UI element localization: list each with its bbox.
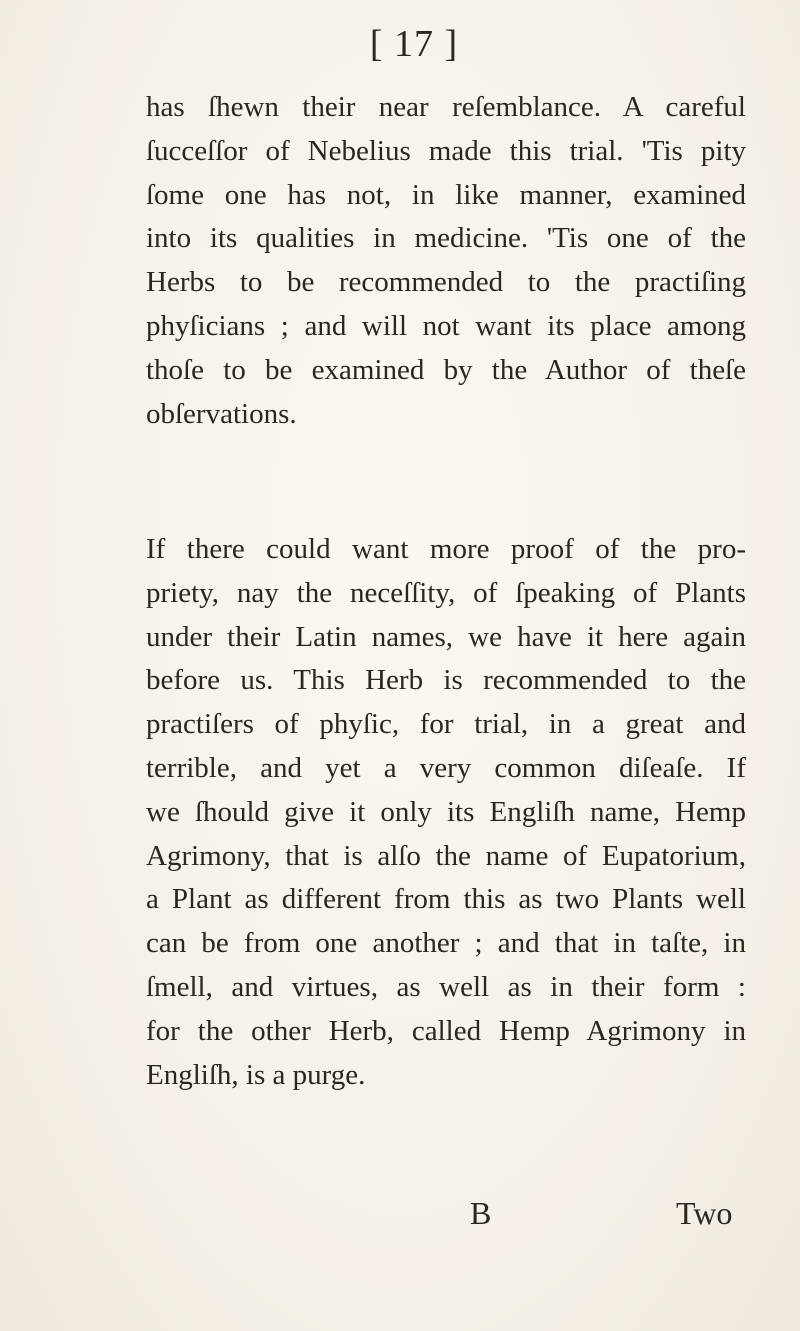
text-line: practiſers of phyſic, for trial, in a great and [146, 708, 746, 741]
text-line: ſome one has not, in like manner, examined [146, 178, 746, 211]
text-line: Agrimony, that is alſo the name of Eupatorium, [146, 839, 746, 872]
page-number: [ 17 ] [369, 23, 459, 65]
text-line: Herbs to be recommended to the practiſing [146, 266, 746, 299]
page-footer [0, 1195, 800, 1245]
text-line: we ſhould give it only its Engliſh name, Hemp [146, 795, 746, 828]
text-line: into its qualities in medicine. 'Tis one of the [146, 222, 746, 255]
text-line: ſucceſſor of Nebelius made this trial. 'Tis pity [146, 134, 746, 167]
text-line: for the other Herb, called Hemp Agrimony in [146, 1014, 746, 1047]
paragraph-2 [146, 528, 746, 1097]
text-line: If there could want more proof of the pro- [146, 533, 746, 565]
text-line: obſervations. [146, 397, 297, 430]
text-line: priety, nay the neceſſity, of ſpeaking of Plants [146, 576, 746, 609]
text-line: under their Latin names, we have it here again [146, 620, 746, 653]
text-line: a Plant as different from this as two Plants well [146, 883, 746, 916]
catchword: Two [676, 1195, 733, 1231]
text-line: before us. This Herb is recommended to the [146, 664, 746, 697]
text-line: terrible, and yet a very common diſeaſe. If [146, 751, 746, 784]
text-line: thoſe to be examined by the Author of theſe [146, 353, 746, 386]
signature-mark: B [470, 1195, 492, 1231]
text-line: Engliſh, is a purge. [146, 1058, 366, 1091]
text-line: has ſhewn their near reſemblance. A careful [146, 91, 746, 123]
text-line: phyſicians ; and will not want its place among [146, 309, 746, 342]
text-line: can be from one another ; and that in taſte, in [146, 927, 746, 960]
text-line: ſmell, and virtues, as well as in their form : [146, 970, 746, 1003]
paragraph-1 [146, 86, 746, 436]
